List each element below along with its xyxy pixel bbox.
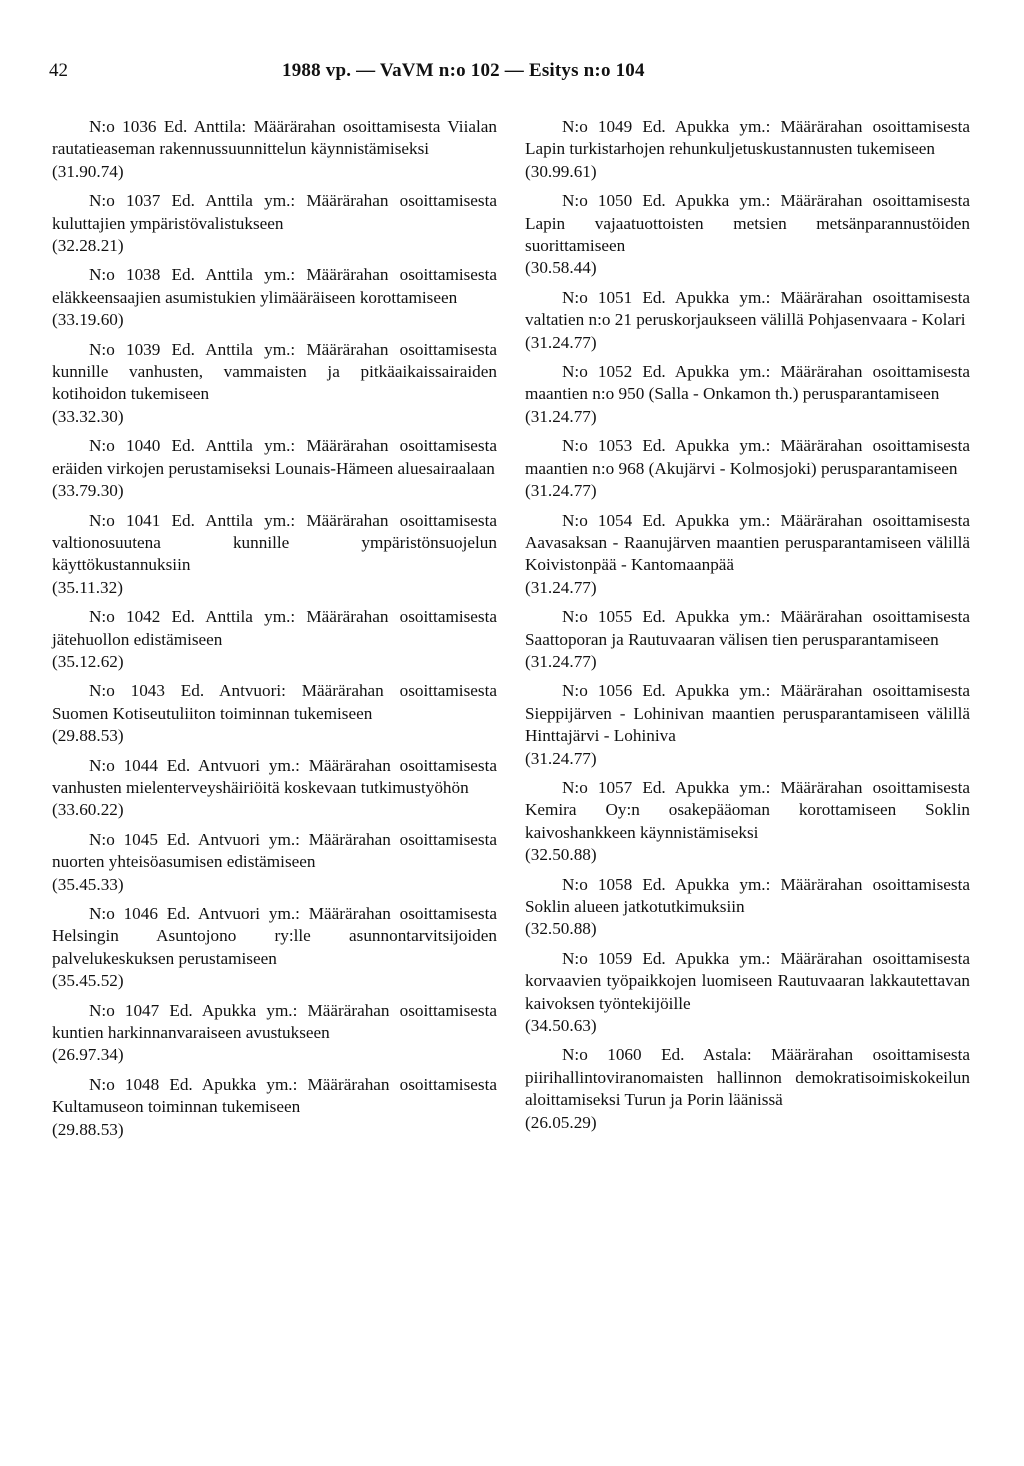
motion-text: N:o 1044 Ed. Antvuori ym.: Määrärahan osoittamisesta vanhusten mielenterveyshäiriöitä koskevaan tutkimustyöhön <box>52 755 497 797</box>
right-column <box>525 116 970 1141</box>
budget-item-code: (34.50.63) <box>525 1016 597 1036</box>
budget-item-code: (26.97.34) <box>52 1045 124 1065</box>
motion-entry <box>52 435 497 502</box>
motion-text: N:o 1050 Ed. Apukka ym.: Määrärahan osoittamisesta Lapin vajaatuottoisten metsien metsänparannustöiden suorittamiseen <box>525 191 970 256</box>
motion-text: N:o 1048 Ed. Apukka ym.: Määrärahan osoittamisesta Kultamuseon toiminnan tukemiseen <box>52 1074 497 1117</box>
motion-text: N:o 1037 Ed. Anttila ym.: Määrärahan osoittamisesta kuluttajien ympäristövalistukseen <box>52 191 497 233</box>
budget-item-code: (32.28.21) <box>52 236 124 256</box>
budget-item-code: (33.32.30) <box>52 406 124 426</box>
budget-item-code: (29.88.53) <box>52 1119 124 1139</box>
motion-entry <box>525 116 970 183</box>
motion-entry <box>52 829 497 896</box>
budget-item-code: (31.24.77) <box>525 577 597 597</box>
motion-entry <box>52 1000 497 1067</box>
budget-item-code: (32.50.88) <box>525 919 597 939</box>
motion-entry <box>52 903 497 993</box>
budget-item-code: (32.50.88) <box>525 845 597 865</box>
budget-item-code: (33.79.30) <box>52 481 124 501</box>
motion-text: N:o 1054 Ed. Apukka ym.: Määrärahan osoittamisesta Aavasaksan - Raanujärven maantien perusparantamiseen välillä Koivistonpää - Kantomaanpää <box>525 510 970 575</box>
motion-entry <box>52 1074 497 1141</box>
motion-entry <box>52 264 497 331</box>
motion-entry <box>52 116 497 183</box>
motion-text: N:o 1057 Ed. Apukka ym.: Määrärahan osoittamisesta Kemira Oy:n osakepääoman korottamiseen Soklin kaivoshankkeen käynnistämiseksi <box>525 777 970 842</box>
budget-item-code: (31.24.77) <box>525 332 597 352</box>
motion-entry <box>52 190 497 257</box>
budget-item-code: (29.88.53) <box>52 726 124 746</box>
motion-entry <box>525 287 970 354</box>
budget-item-code: (33.19.60) <box>52 310 124 330</box>
motion-text: N:o 1047 Ed. Apukka ym.: Määrärahan osoittamisesta kuntien harkinnanvaraiseen avustukseen <box>52 1000 497 1043</box>
motion-entry <box>525 680 970 770</box>
budget-item-code: (31.24.77) <box>525 481 597 501</box>
budget-item-code: (31.24.77) <box>525 748 597 768</box>
motion-text: N:o 1043 Ed. Antvuori: Määrärahan osoittamisesta Suomen Kotiseutuliiton toiminnan tukemiseen <box>52 681 497 723</box>
motion-text: N:o 1055 Ed. Apukka ym.: Määrärahan osoittamisesta Saattoporan ja Rautuvaaran välisen tien perusparantamiseen <box>525 607 970 649</box>
budget-item-code: (31.24.77) <box>525 406 597 426</box>
budget-item-code: (30.99.61) <box>525 161 597 181</box>
motion-text: N:o 1041 Ed. Anttila ym.: Määrärahan osoittamisesta valtionosuutena kunnille ympäristönsuojelun käyttökustannuksiin <box>52 510 497 575</box>
page-number: 42 <box>49 60 68 81</box>
motion-entry <box>525 777 970 867</box>
motion-entry <box>525 874 970 941</box>
motion-entry <box>52 510 497 600</box>
motion-entry <box>525 190 970 280</box>
running-title: 1988 vp. — VaVM n:o 102 — Esitys n:o 104 <box>282 60 645 81</box>
budget-item-code: (35.45.33) <box>52 874 124 894</box>
budget-item-code: (35.45.52) <box>52 971 124 991</box>
motion-entry <box>52 755 497 822</box>
motion-text: N:o 1051 Ed. Apukka ym.: Määrärahan osoittamisesta valtatien n:o 21 peruskorjaukseen välillä Pohjasenvaara - Kolari <box>525 287 970 330</box>
motion-entry <box>525 435 970 502</box>
motion-entry <box>525 361 970 428</box>
motion-text: N:o 1052 Ed. Apukka ym.: Määrärahan osoittamisesta maantien n:o 950 (Salla - Onkamon th.) perusparantamiseen <box>525 362 970 404</box>
motion-text: N:o 1040 Ed. Anttila ym.: Määrärahan osoittamisesta eräiden virkojen perustamiseksi Lounais-Hämeen aluesairaalaan <box>52 436 497 478</box>
motion-text: N:o 1038 Ed. Anttila ym.: Määrärahan osoittamisesta eläkkeensaajien asumistukien ylimääräiseen korottamiseen <box>52 265 497 307</box>
motion-text: N:o 1056 Ed. Apukka ym.: Määrärahan osoittamisesta Sieppijärven - Lohinivan maantien perusparantamiseen välillä Hinttajärvi - Lohiniva <box>525 681 970 746</box>
motion-text: N:o 1036 Ed. Anttila: Määrärahan osoittamisesta Viialan rautatieaseman rakennussuunnittelun käynnistämiseksi <box>52 117 497 159</box>
motion-entry <box>52 680 497 747</box>
motion-text: N:o 1060 Ed. Astala: Määrärahan osoittamisesta piirihallintoviranomaisten hallinnon demokratisoimiskokeilun aloittamiseksi Turun ja Porin läänissä <box>525 1045 970 1110</box>
motion-text: N:o 1039 Ed. Anttila ym.: Määrärahan osoittamisesta kunnille vanhusten, vammaisten ja pitkäaikaissairaiden kotihoidon tukemiseen <box>52 339 497 404</box>
motion-entry <box>52 606 497 673</box>
left-column <box>52 116 497 1148</box>
budget-item-code: (33.60.22) <box>52 800 124 820</box>
budget-item-code: (31.24.77) <box>525 651 597 671</box>
motion-text: N:o 1045 Ed. Antvuori ym.: Määrärahan osoittamisesta nuorten yhteisöasumisen edistämiseen <box>52 829 497 872</box>
motion-text: N:o 1053 Ed. Apukka ym.: Määrärahan osoittamisesta maantien n:o 968 (Akujärvi - Kolmosjoki) perusparantamiseen <box>525 436 970 478</box>
budget-item-code: (35.12.62) <box>52 651 124 671</box>
motion-entry <box>525 948 970 1038</box>
motion-text: N:o 1058 Ed. Apukka ym.: Määrärahan osoittamisesta Soklin alueen jatkotutkimuksiin <box>525 874 970 916</box>
motion-text: N:o 1049 Ed. Apukka ym.: Määrärahan osoittamisesta Lapin turkistarhojen rehunkuljetuskustannusten tukemiseen <box>525 117 970 159</box>
motion-entry <box>525 510 970 600</box>
motion-text: N:o 1046 Ed. Antvuori ym.: Määrärahan osoittamisesta Helsingin Asuntojono ry:lle asunnontarvitsijoiden palvelukeskuksen perustamiseen <box>52 904 497 968</box>
motion-text: N:o 1042 Ed. Anttila ym.: Määrärahan osoittamisesta jätehuollon edistämiseen <box>52 607 497 649</box>
budget-item-code: (31.90.74) <box>52 161 124 181</box>
motion-entry <box>52 339 497 429</box>
budget-item-code: (30.58.44) <box>525 258 597 278</box>
budget-item-code: (26.05.29) <box>525 1112 597 1132</box>
budget-item-code: (35.11.32) <box>52 577 123 597</box>
motion-text: N:o 1059 Ed. Apukka ym.: Määrärahan osoittamisesta korvaavien työpaikkojen luomiseen Rautuvaaran lakkautettavan kaivoksen työntekijöille <box>525 948 970 1013</box>
motion-entry <box>525 606 970 673</box>
motion-entry <box>525 1044 970 1134</box>
page-header <box>0 60 1024 90</box>
